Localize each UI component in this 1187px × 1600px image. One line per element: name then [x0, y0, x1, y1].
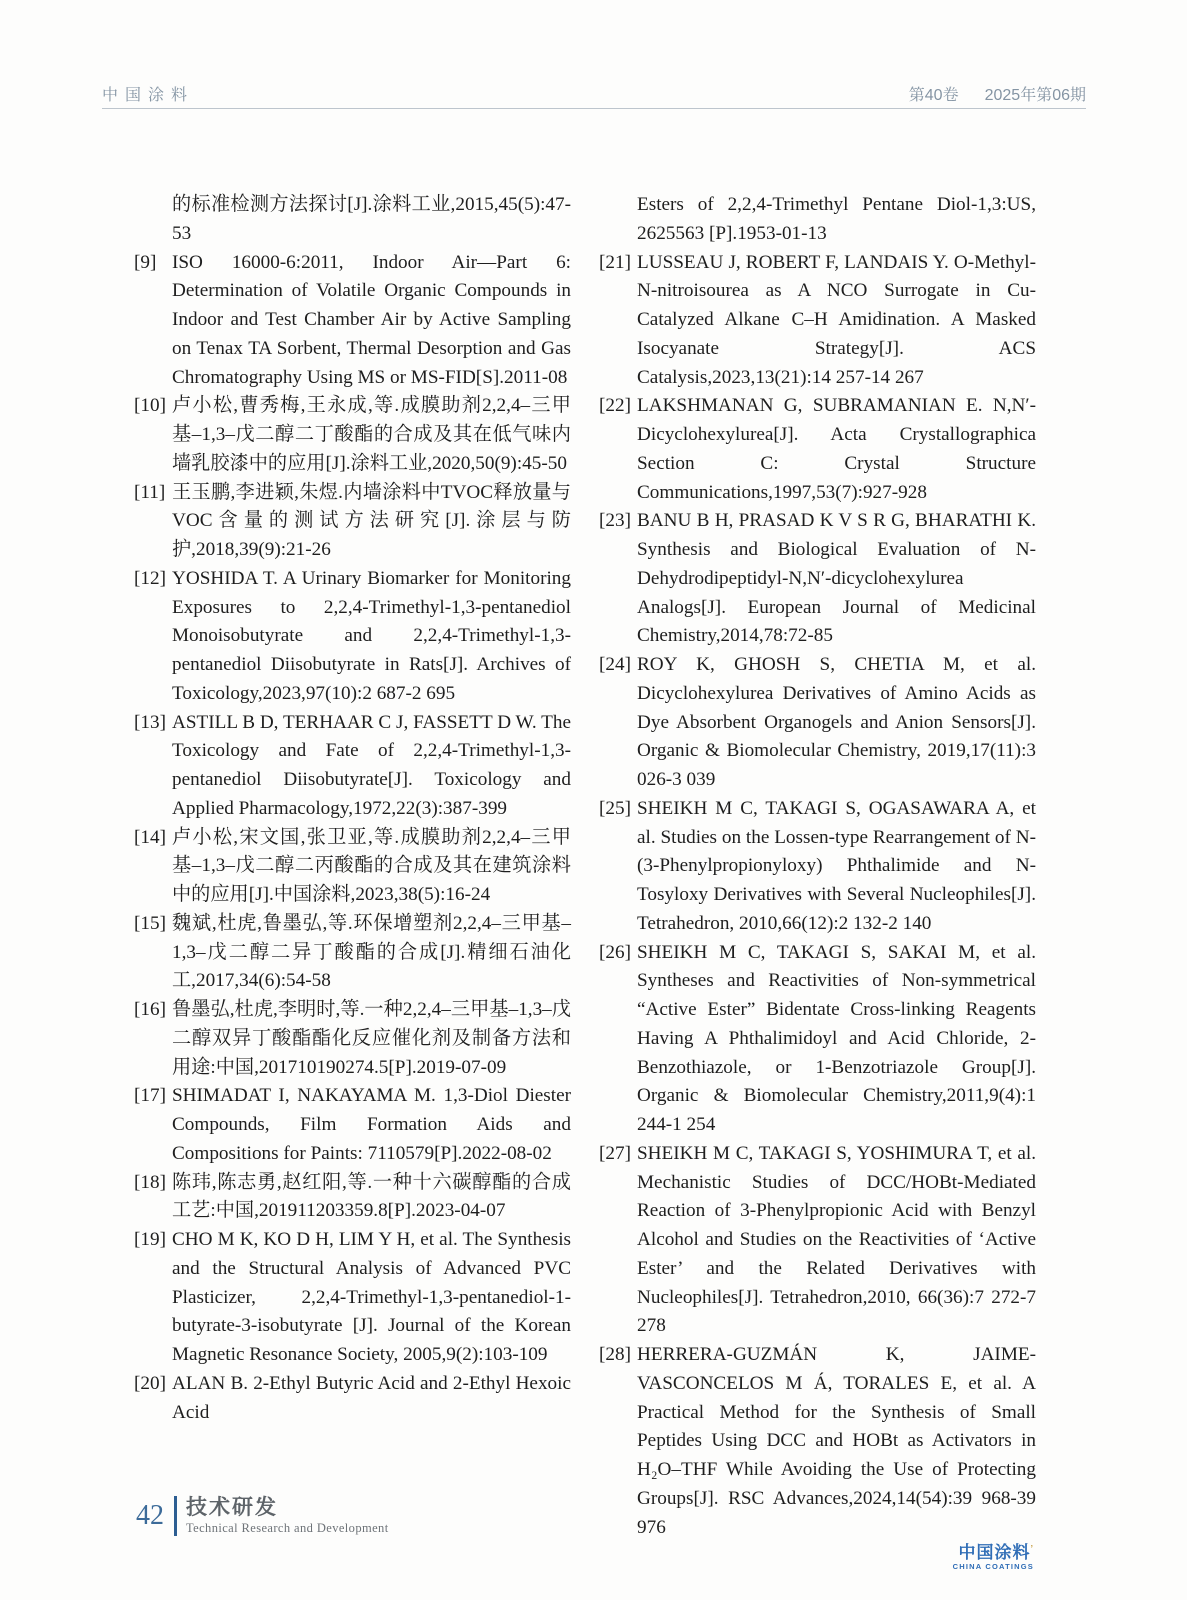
reference-entry [134, 392, 571, 478]
footer-divider [174, 1496, 177, 1536]
reference-text: SHIMADAT I, NAKAYAMA M. 1,3-Diol Diester Compounds, Film Formation Aids and Compositions for Paints: 7110579[P].2022-08-02 [172, 1085, 571, 1164]
reference-text: HERRERA-GUZMÁN K, JAIME-VASCONCELOS M Á, TORALES E, et al. A Practical Method for the Synthesis of Small Peptides Using DCC and HOBt as Activators in H₂O–THF While Avoiding the Use of Protecting Groups[J]. RSC Advances,2024,14(54):39 968-39 976 [637, 1344, 1036, 1538]
reference-entry [134, 479, 571, 565]
references-column-right [599, 191, 1036, 1571]
reference-text: 卢小松,宋文国,张卫亚,等.成膜助剂2,2,4–三甲基–1,3–戊二醇二丙酸酯的合成及其在建筑涂料中的应用[J].中国涂料,2023,38(5):16-24 [172, 826, 571, 905]
reference-text: SHEIKH M C, TAKAGI S, OGASAWARA A, et al. Studies on the Lossen-type Rearrangement of N-(3-Phenylpropionyloxy) Phthalimide and N-Tosyloxy Derivatives with Several Nucleophiles[J]. Tetrahedron, 2010,66(12):2 132-2 140 [637, 797, 1036, 934]
reference-number: [24] [599, 654, 631, 675]
china-coatings-logo [599, 1544, 1036, 1571]
reference-number: [23] [599, 510, 631, 532]
reference-number: [21] [599, 251, 631, 273]
reference-entry [599, 939, 1036, 1140]
page-header [102, 82, 1086, 105]
references-column-left [134, 191, 571, 1427]
logo-text-cn: 中国涂料’ [958, 1543, 1034, 1563]
reference-number: [26] [599, 941, 631, 963]
issue-label: 2025年第06期 [984, 87, 1086, 104]
reference-text: SHEIKH M C, TAKAGI S, YOSHIMURA T, et al. Mechanistic Studies of DCC/HOBt-Mediated Reaction of 3-Phenylpropionic Acid with Benzyl Alcohol and Studies on the Reactivities of ‘Active Ester’ and the Related Derivatives with Nucleophiles[J]. Tetrahedron,2010, 66(36):7 272-7 278 [637, 1142, 1036, 1337]
reference-text: ALAN B. 2-Ethyl Butyric Acid and 2-Ethyl Hexoic Acid [172, 1372, 571, 1423]
reference-number: [10] [134, 395, 166, 417]
reference-text: 的标准检测方法探讨[J].涂料工业,2015,45(5):47-53 [172, 194, 571, 244]
page-footer [136, 1496, 389, 1536]
reference-text: LAKSHMANAN G, SUBRAMANIAN E. N,N′-Dicyclohexylurea[J]. Acta Crystallographica Section C: Crystal Structure Communications,1997,53(7):927-928 [637, 395, 1036, 503]
reference-entry [599, 795, 1036, 939]
reference-number: [18] [134, 1171, 166, 1193]
reference-entry [134, 1370, 571, 1428]
reference-number: [17] [134, 1085, 166, 1107]
reference-number: [25] [599, 797, 631, 819]
reference-number: [19] [134, 1229, 166, 1250]
reference-entry [134, 996, 571, 1082]
reference-text: Esters of 2,2,4-Trimethyl Pentane Diol-1,3:US, 2625563 [P].1953-01-13 [637, 194, 1036, 244]
reference-number: [14] [134, 826, 166, 848]
reference-text: 王玉鹏,李进颖,朱煜.内墙涂料中TVOC释放量与VOC含量的测试方法研究[J].涂层与防护,2018,39(9):21-26 [172, 481, 571, 560]
reference-entry [134, 910, 571, 996]
reference-text: BANU B H, PRASAD K V S R G, BHARATHI K. Synthesis and Biological Evaluation of N-Dehydrodipeptidyl-N,N′-dicyclohexylurea Analogs[J]. European Journal of Medicinal Chemistry,2014,78:72-85 [637, 510, 1036, 647]
reference-entry [134, 1226, 571, 1370]
reference-number: [11] [134, 481, 166, 503]
reference-number: [28] [599, 1344, 631, 1365]
reference-text: ASTILL B D, TERHAAR C J, FASSETT D W. The Toxicology and Fate of 2,2,4-Trimethyl-1,3-pentanediol Diisobutyrate[J]. Toxicology and Applied Pharmacology,1972,22(3):387-399 [172, 711, 571, 819]
journal-name: 中国涂料 [102, 87, 195, 104]
reference-number: [13] [134, 711, 166, 733]
reference-text: LUSSEAU J, ROBERT F, LANDAIS Y. O-Methyl-N-nitroisourea as A NCO Surrogate in Cu-Catalyzed Alkane C–H Amidination. A Masked Isocyanate Strategy[J]. ACS Catalysis,2023,13(21):14 257-14 267 [637, 251, 1036, 388]
reference-text: 魏斌,杜虎,鲁墨弘,等.环保增塑剂2,2,4–三甲基–1,3–戊二醇二异丁酸酯的合成[J].精细石油化工,2017,34(6):54-58 [172, 912, 571, 992]
reference-entry [599, 507, 1036, 651]
reference-number: [12] [134, 567, 166, 589]
reference-text: CHO M K, KO D H, LIM Y H, et al. The Synthesis and the Structural Analysis of Advanced PVC Plasticizer, 2,2,4-Trimethyl-1,3-pentanediol-1-butyrate-3-isobutyrate [J]. Journal of the Korean Magnetic Resonance Society, 2005,9(2):103-109 [172, 1229, 571, 1365]
section-title-en: Technical Research and Development [186, 1521, 389, 1536]
reference-number: [20] [134, 1372, 166, 1394]
reference-number: [22] [599, 395, 631, 417]
reference-entry-continuation [599, 191, 1036, 249]
volume-label: 第40卷 [908, 87, 959, 104]
reference-text: YOSHIDA T. A Urinary Biomarker for Monitoring Exposures to 2,2,4-Trimethyl-1,3-pentanediol Monoisobutyrate and 2,2,4-Trimethyl-1,3-pentanediol Diisobutyrate in Rats[J]. Archives of Toxicology,2023,97(10):2 687-2 695 [172, 567, 571, 704]
reference-text: 陈玮,陈志勇,赵红阳,等.一种十六碳醇酯的合成工艺:中国,201911203359.8[P].2023-04-07 [172, 1171, 571, 1222]
logo-text-en: CHINA COATINGS [952, 1561, 1034, 1571]
reference-text: ISO 16000-6:2011, Indoor Air—Part 6: Determination of Volatile Organic Compounds in Indoor and Test Chamber Air by Active Sampling on Tenax TA Sorbent, Thermal Desorption and Gas Chromatography Using MS or MS-FID[S].2011-08 [172, 251, 571, 388]
reference-entry [134, 709, 571, 824]
reference-number: [27] [599, 1142, 631, 1164]
reference-entry [134, 565, 571, 709]
reference-entry [599, 1140, 1036, 1341]
reference-entry [134, 1082, 571, 1168]
reference-number: [9] [134, 251, 157, 273]
footer-titles [186, 1496, 389, 1536]
reference-text: SHEIKH M C, TAKAGI S, SAKAI M, et al. Syntheses and Reactivities of Non-symmetrical “Active Ester” Bidentate Cross-linking Reagents Having A Phthalimidoyl and Acid Chloride, 2-Benzothiazole, or 1-Benzotriazole Group[J]. Organic & Biomolecular Chemistry,2011,9(4):1 244-1 254 [637, 941, 1036, 1135]
reference-entry [134, 249, 571, 393]
reference-entry [599, 249, 1036, 393]
header-rule [102, 108, 1086, 109]
issue-info [909, 82, 1086, 105]
page-number: 42 [136, 1500, 164, 1532]
reference-text: ROY K, GHOSH S, CHETIA M, et al. Dicyclohexylurea Derivatives of Amino Acids as Dye Absorbent Organogels and Anion Sensors[J]. Organic & Biomolecular Chemistry, 2019,17(11):3 026-3 039 [637, 654, 1036, 790]
reference-entry [134, 824, 571, 910]
reference-entry-continuation [134, 191, 571, 249]
reference-entry [599, 651, 1036, 795]
reference-text: 卢小松,曹秀梅,王永成,等.成膜助剂2,2,4–三甲基–1,3–戊二醇二丁酸酯的合成及其在低气味内墙乳胶漆中的应用[J].涂料工业,2020,50(9):45-50 [172, 395, 571, 474]
logo-mark-icon: ’ [1030, 1543, 1034, 1554]
reference-number: [15] [134, 912, 166, 934]
reference-entry [134, 1169, 571, 1227]
reference-entry [599, 392, 1036, 507]
reference-text: 鲁墨弘,杜虎,李明时,等.一种2,2,4–三甲基–1,3–戊二醇双异丁酸酯酯化反应催化剂及制备方法和用途:中国,201710190274.5[P].2019-07-09 [172, 999, 571, 1078]
reference-number: [16] [134, 999, 166, 1020]
section-title-cn: 技术研发 [186, 1496, 278, 1519]
reference-entry [599, 1341, 1036, 1542]
